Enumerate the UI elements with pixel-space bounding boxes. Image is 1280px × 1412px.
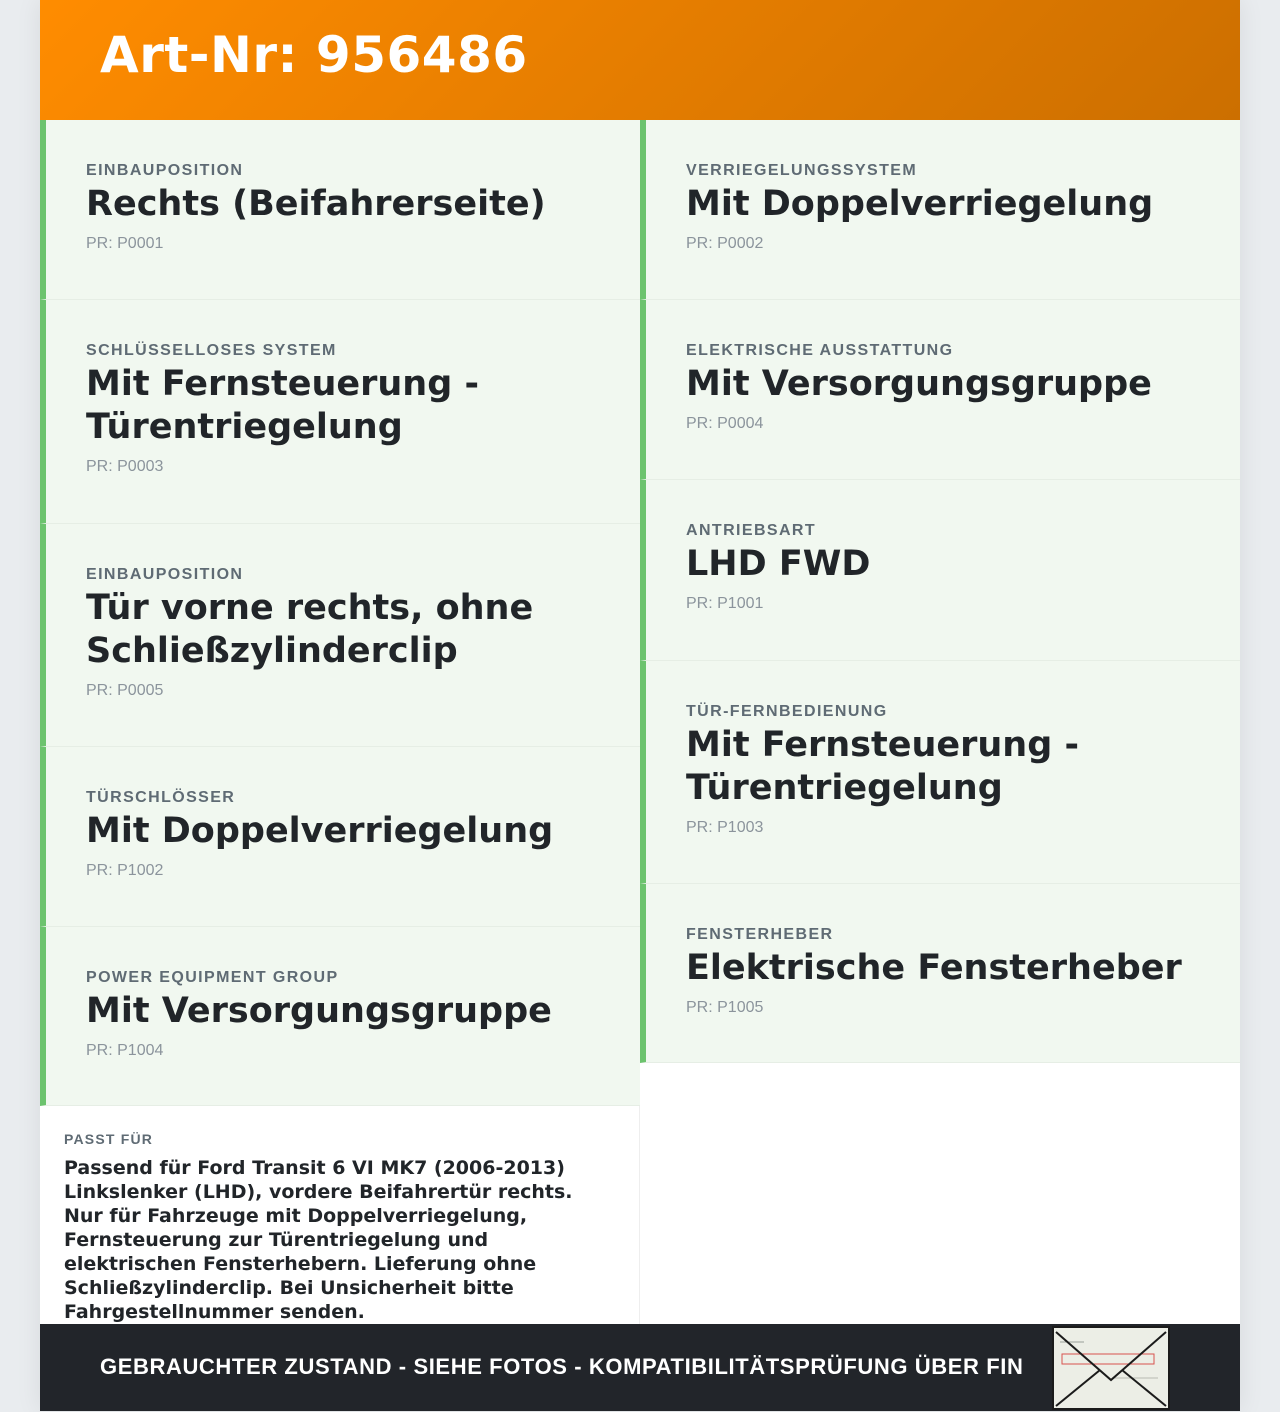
spec-value: Elektrische Fensterheber [686, 948, 1182, 988]
spec-label: EINBAUPOSITION [86, 162, 244, 179]
document-photo-icon[interactable] [1052, 1326, 1170, 1410]
spec-pr-code: PR: P1001 [686, 595, 764, 612]
spec-value: Rechts (Beifahrerseite) [86, 184, 546, 224]
spec-label: VERRIEGELUNGSSYSTEM [686, 162, 918, 179]
spec-pr-code: PR: P0002 [686, 235, 764, 252]
spec-value: Mit Fernsteuerung - Türentriegelung [686, 725, 1079, 808]
spec-card [640, 884, 1240, 1063]
spec-label: TÜRSCHLÖSSER [86, 789, 236, 806]
spec-value: Mit Doppelverriegelung [686, 184, 1154, 224]
spec-label: ELEKTRISCHE AUSSTATTUNG [686, 342, 954, 359]
spec-pr-code: PR: P1003 [686, 819, 764, 836]
spec-label: POWER EQUIPMENT GROUP [86, 969, 339, 986]
spec-value: Mit Versorgungsgruppe [686, 364, 1152, 404]
spec-pr-code: PR: P1004 [86, 1042, 164, 1059]
spec-pr-code: PR: P0004 [686, 415, 764, 432]
spec-pr-code: PR: P0001 [86, 235, 164, 252]
fits-section [40, 1106, 640, 1324]
spec-card [640, 300, 1240, 480]
spec-card [40, 300, 640, 524]
spec-pr-code: PR: P0003 [86, 458, 164, 475]
spec-card [40, 524, 640, 747]
spec-card [40, 120, 640, 300]
spec-label: ANTRIEBSART [686, 522, 817, 539]
spec-pr-code: PR: P1002 [86, 862, 164, 879]
spec-card [640, 480, 1240, 661]
article-number-title: Art-Nr: 956486 [100, 26, 528, 84]
spec-card [640, 120, 1240, 300]
spec-pr-code: PR: P0005 [86, 682, 164, 699]
spec-label: TÜR-FERNBEDIENUNG [686, 703, 888, 720]
fits-description: Passend für Ford Transit 6 VI MK7 (2006-2013) Linkslenker (LHD), vordere Beifahrertür rechts. Nur für Fahrzeuge mit Doppelverriegelung, Fernsteuerung zur Türentriegelung und elektrischen Fensterhebern. Lieferung ohne Schließzylinderclip. Bei Unsicherheit bitte Fahrgestellnummer senden. [64, 1157, 573, 1323]
spec-value: LHD FWD [686, 544, 871, 584]
left-column [40, 120, 640, 1106]
spec-label: SCHLÜSSELLOSES SYSTEM [86, 342, 337, 359]
spec-pr-code: PR: P1005 [686, 999, 764, 1016]
right-column [640, 120, 1240, 1063]
spec-value: Tür vorne rechts, ohne Schließzylinderclip [86, 588, 534, 671]
spec-value: Mit Versorgungsgruppe [86, 991, 552, 1031]
spec-value: Mit Fernsteuerung - Türentriegelung [86, 364, 479, 447]
spec-card [40, 927, 640, 1106]
header-banner [40, 0, 1240, 120]
footer-notice: GEBRAUCHTER ZUSTAND - SIEHE FOTOS - KOMPATIBILITÄTSPRÜFUNG ÜBER FIN [100, 1354, 1024, 1379]
product-sheet [40, 0, 1240, 1411]
spec-value: Mit Doppelverriegelung [86, 811, 554, 851]
spec-card [640, 661, 1240, 884]
spec-label: EINBAUPOSITION [86, 566, 244, 583]
fits-label: PASST FÜR [64, 1131, 154, 1147]
spec-card [40, 747, 640, 927]
spec-label: FENSTERHEBER [686, 926, 834, 943]
envelope-icon [1054, 1328, 1168, 1408]
